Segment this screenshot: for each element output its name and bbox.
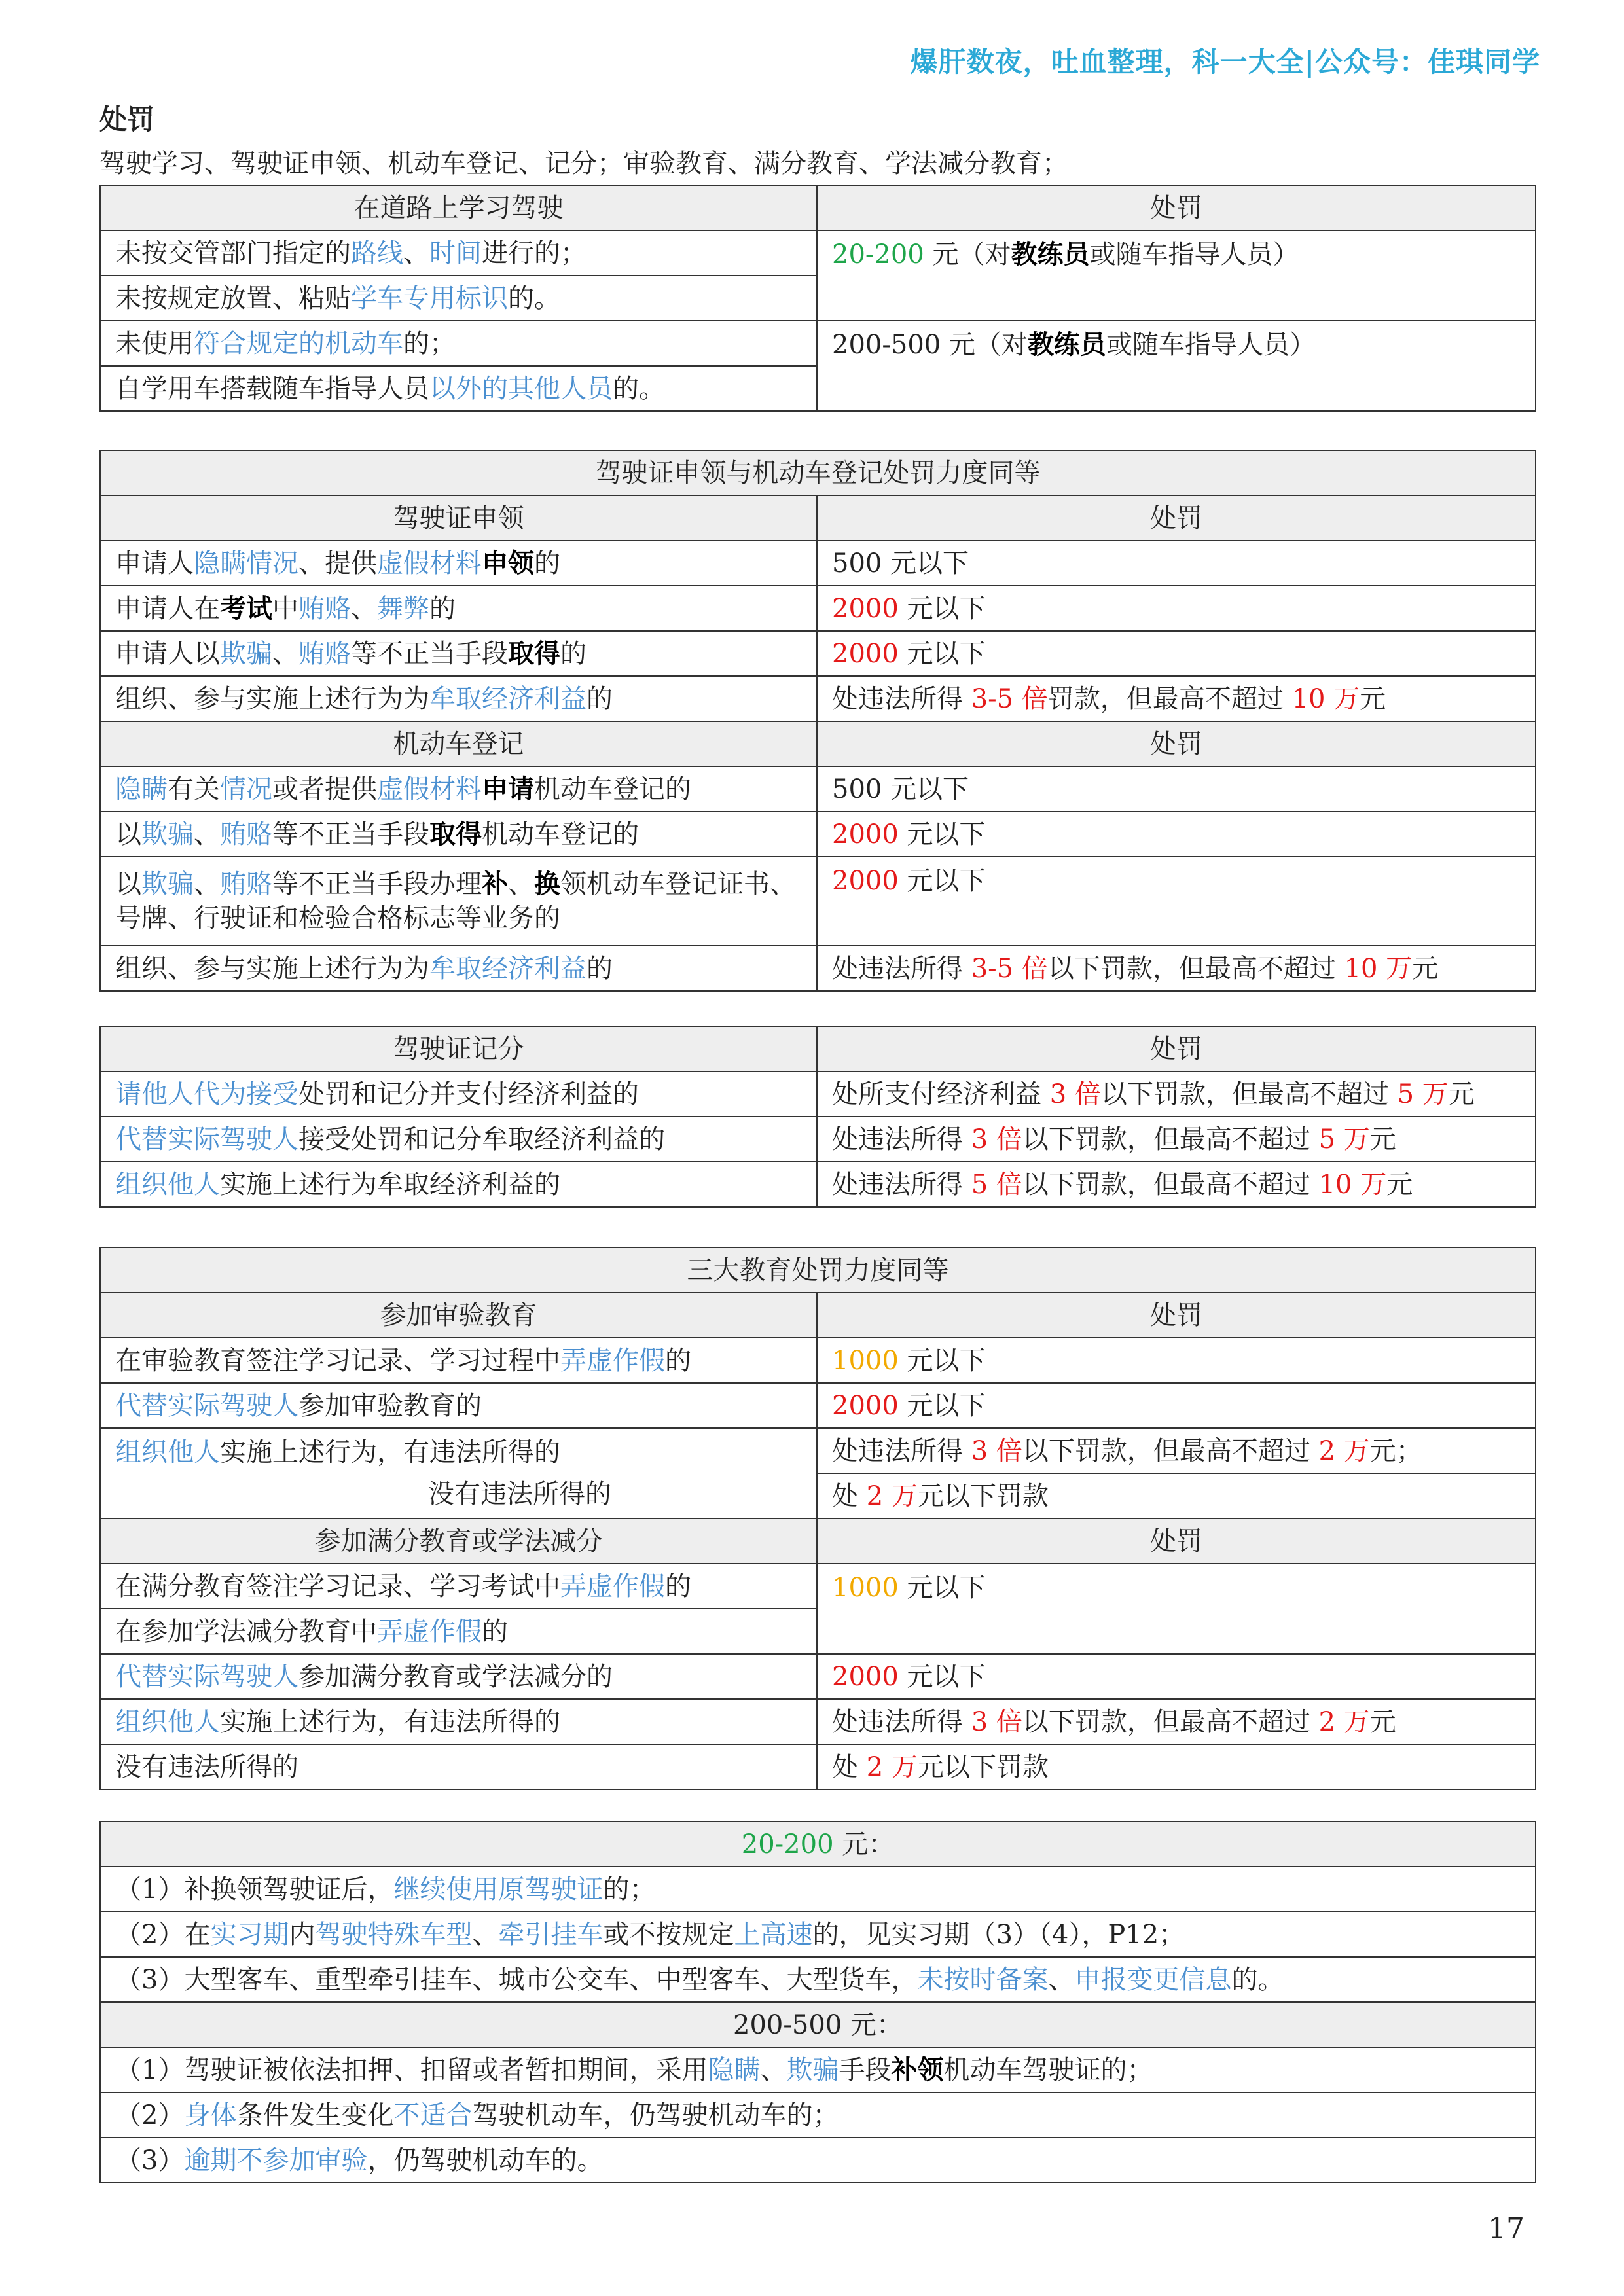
table-row xyxy=(100,2138,1536,2183)
table-row xyxy=(100,812,1536,857)
violation-cell: 未按交管部门指定的路线、时间进行的； xyxy=(100,230,817,276)
list-item: （1）补换领驾驶证后，继续使用原驾驶证的； xyxy=(100,1867,1536,1912)
penalty-cell: 2000 元以下 xyxy=(817,812,1536,857)
violation-cell: 请他人代为接受处罚和记分并支付经济利益的 xyxy=(100,1071,817,1117)
intro-line: 驾驶学习、驾驶证申领、机动车登记、记分；审验教育、满分教育、学法减分教育； xyxy=(99,149,1068,179)
table-row xyxy=(100,766,1536,812)
table-row xyxy=(100,1564,1536,1609)
header-cell: 驾驶证记分 xyxy=(100,1026,817,1071)
penalty-cell: 1000 元以下 xyxy=(817,1338,1536,1383)
header-cell: 驾驶证申领 xyxy=(100,495,817,541)
header-cell: 处罚 xyxy=(817,1518,1536,1564)
table-row xyxy=(100,631,1536,676)
penalty-cell: 200-500 元（对教练员或随车指导人员） xyxy=(817,321,1536,411)
table-title: 200-500 元： xyxy=(100,2002,1536,2047)
table-header-row xyxy=(100,185,1536,230)
violation-cell: 自学用车搭载随车指导人员以外的其他人员的。 xyxy=(100,366,817,411)
penalty-cell: 500 元以下 xyxy=(817,541,1536,586)
penalty-cell: 处违法所得 3-5 倍以下罚款，但最高不超过 10 万元 xyxy=(817,946,1536,991)
table-row xyxy=(100,1654,1536,1699)
table-row xyxy=(100,1699,1536,1744)
table-row xyxy=(100,321,1536,366)
penalty-cell: 2000 元以下 xyxy=(817,1654,1536,1699)
violation-cell: 组织、参与实施上述行为为牟取经济利益的 xyxy=(100,946,817,991)
violation-cell: 申请人在考试中贿赂、舞弊的 xyxy=(100,586,817,631)
list-item: （1）驾驶证被依法扣押、扣留或者暂扣期间，采用隐瞒、欺骗手段补领机动车驾驶证的； xyxy=(100,2047,1536,2092)
header-cell: 处罚 xyxy=(817,721,1536,766)
table-row xyxy=(100,857,1536,946)
table-row xyxy=(100,230,1536,276)
table-license-points xyxy=(99,1026,1536,1208)
page-number: 17 xyxy=(1488,2212,1525,2246)
table-row xyxy=(100,1383,1536,1428)
table-row xyxy=(100,541,1536,586)
table-row xyxy=(100,586,1536,631)
violation-cell: 以欺骗、贿赂等不正当手段办理补、换领机动车登记证书、号牌、行驶证和检验合格标志等业务的 xyxy=(100,857,817,946)
header-cell: 参加审验教育 xyxy=(100,1293,817,1338)
table-other-penalties xyxy=(99,1821,1536,2183)
penalty-cell: 处违法所得 3 倍以下罚款，但最高不超过 2 万元 xyxy=(817,1699,1536,1744)
table-license-registration xyxy=(99,450,1536,992)
penalty-cell: 2000 元以下 xyxy=(817,1383,1536,1428)
table-row xyxy=(100,1867,1536,1912)
violation-cell: 组织他人实施上述行为，有违法所得的 xyxy=(100,1699,817,1744)
table-row xyxy=(100,1428,1536,1473)
header-cell: 处罚 xyxy=(817,495,1536,541)
violation-cell: 组织他人实施上述行为牟取经济利益的 xyxy=(100,1162,817,1207)
violation-cell: 组织、参与实施上述行为为牟取经济利益的 xyxy=(100,676,817,721)
table-row xyxy=(100,1338,1536,1383)
penalty-cell: 处违法所得 5 倍以下罚款，但最高不超过 10 万元 xyxy=(817,1162,1536,1207)
table-row xyxy=(100,1071,1536,1117)
violation-cell: 在审验教育签注学习记录、学习过程中弄虚作假的 xyxy=(100,1338,817,1383)
violation-cell: 申请人隐瞒情况、提供虚假材料申领的 xyxy=(100,541,817,586)
table-row xyxy=(100,2047,1536,2092)
penalty-cell: 2000 元以下 xyxy=(817,857,1536,946)
header-cell: 机动车登记 xyxy=(100,721,817,766)
penalty-cell: 20-200 元（对教练员或随车指导人员） xyxy=(817,230,1536,321)
header-cell: 参加满分教育或学法减分 xyxy=(100,1518,817,1564)
header-cell: 处罚 xyxy=(817,1026,1536,1071)
violation-cell: 代替实际驾驶人参加满分教育或学法减分的 xyxy=(100,1654,817,1699)
violation-cell: 申请人以欺骗、贿赂等不正当手段取得的 xyxy=(100,631,817,676)
penalty-cell: 处所支付经济利益 3 倍以下罚款，但最高不超过 5 万元 xyxy=(817,1071,1536,1117)
table-row xyxy=(100,946,1536,991)
violation-cell: 未按规定放置、粘贴学车专用标识的。 xyxy=(100,276,817,321)
list-item: （2）身体条件发生变化不适合驾驶机动车，仍驾驶机动车的； xyxy=(100,2092,1536,2138)
table-row xyxy=(100,1912,1536,1957)
penalty-cell: 处违法所得 3 倍以下罚款，但最高不超过 5 万元 xyxy=(817,1117,1536,1162)
list-item: （3）逾期不参加审验，仍驾驶机动车的。 xyxy=(100,2138,1536,2183)
penalty-cell: 500 元以下 xyxy=(817,766,1536,812)
table-row xyxy=(100,676,1536,721)
penalty-cell: 2000 元以下 xyxy=(817,586,1536,631)
violation-cell: 在满分教育签注学习记录、学习考试中弄虚作假的 xyxy=(100,1564,817,1609)
violation-cell: 代替实际驾驶人接受处罚和记分牟取经济利益的 xyxy=(100,1117,817,1162)
header-cell: 处罚 xyxy=(817,185,1536,230)
penalty-cell: 处违法所得 3-5 倍罚款，但最高不超过 10 万元 xyxy=(817,676,1536,721)
table-row xyxy=(100,2092,1536,2138)
penalty-cell: 处 2 万元以下罚款 xyxy=(817,1744,1536,1789)
table-learning-driving xyxy=(99,185,1536,412)
violation-cell: 在参加学法减分教育中弄虚作假的 xyxy=(100,1609,817,1654)
table-title: 驾驶证申领与机动车登记处罚力度同等 xyxy=(100,450,1536,495)
header-cell: 在道路上学习驾驶 xyxy=(100,185,817,230)
violation-cell: 以欺骗、贿赂等不正当手段取得机动车登记的 xyxy=(100,812,817,857)
table-education xyxy=(99,1247,1536,1790)
page-header: 爆肝数夜，吐血整理，科一大全|公众号：佳琪同学 xyxy=(910,46,1540,78)
section-title: 处罚 xyxy=(99,103,155,135)
violation-cell: 代替实际驾驶人参加审验教育的 xyxy=(100,1383,817,1428)
header-cell: 处罚 xyxy=(817,1293,1536,1338)
penalty-cell: 1000 元以下 xyxy=(817,1564,1536,1654)
violation-cell: 没有违法所得的 xyxy=(100,1744,817,1789)
table-row xyxy=(100,1744,1536,1789)
table-row xyxy=(100,1162,1536,1207)
violation-cell: 组织他人实施上述行为，有违法所得的 没有违法所得的 xyxy=(100,1428,817,1518)
table-title: 三大教育处罚力度同等 xyxy=(100,1247,1536,1293)
penalty-cell: 处 2 万元以下罚款 xyxy=(817,1473,1536,1518)
penalty-cell: 处违法所得 3 倍以下罚款，但最高不超过 2 万元； xyxy=(817,1428,1536,1473)
penalty-cell: 2000 元以下 xyxy=(817,631,1536,676)
violation-cell: 隐瞒有关情况或者提供虚假材料申请机动车登记的 xyxy=(100,766,817,812)
list-item: （2）在实习期内驾驶特殊车型、牵引挂车或不按规定上高速的，见实习期（3）（4），P12； xyxy=(100,1912,1536,1957)
violation-cell: 未使用符合规定的机动车的； xyxy=(100,321,817,366)
list-item: （3）大型客车、重型牵引挂车、城市公交车、中型客车、大型货车，未按时备案、申报变更信息的。 xyxy=(100,1957,1536,2002)
table-title: 20-200 元： xyxy=(100,1821,1536,1867)
table-row xyxy=(100,1117,1536,1162)
table-row xyxy=(100,1957,1536,2002)
